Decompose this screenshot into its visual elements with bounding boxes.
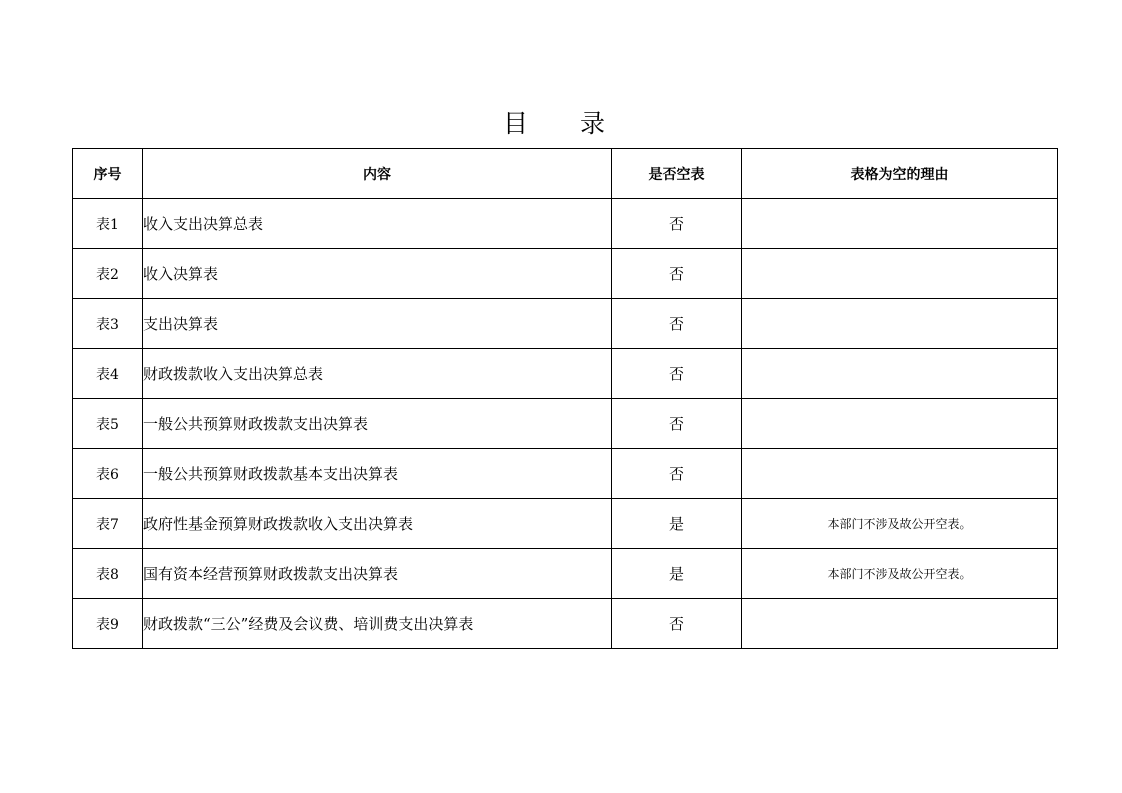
row-content: 政府性基金预算财政拨款收入支出决算表	[143, 499, 612, 549]
row-reason	[742, 449, 1058, 499]
table-row	[73, 349, 1058, 399]
row-num: 表8	[73, 549, 143, 599]
row-content: 收入支出决算总表	[143, 199, 612, 249]
row-reason: 本部门不涉及故公开空表。	[742, 499, 1058, 549]
row-empty: 否	[612, 399, 742, 449]
row-empty: 是	[612, 549, 742, 599]
table-row	[73, 249, 1058, 299]
row-reason: 本部门不涉及故公开空表。	[742, 549, 1058, 599]
row-content: 国有资本经营预算财政拨款支出决算表	[143, 549, 612, 599]
row-content: 一般公共预算财政拨款基本支出决算表	[143, 449, 612, 499]
row-content: 一般公共预算财政拨款支出决算表	[143, 399, 612, 449]
row-num: 表1	[73, 199, 143, 249]
header-content: 内容	[143, 149, 612, 199]
header-reason: 表格为空的理由	[742, 149, 1058, 199]
row-num: 表7	[73, 499, 143, 549]
page-title: 目 录	[503, 109, 627, 138]
table-row	[73, 549, 1058, 599]
header-num: 序号	[73, 149, 143, 199]
row-num: 表5	[73, 399, 143, 449]
row-num: 表3	[73, 299, 143, 349]
row-content: 支出决算表	[143, 299, 612, 349]
toc-table	[72, 148, 1058, 649]
table-row	[73, 399, 1058, 449]
row-empty: 否	[612, 299, 742, 349]
row-reason	[742, 599, 1058, 649]
header-empty: 是否空表	[612, 149, 742, 199]
row-reason	[742, 249, 1058, 299]
row-num: 表9	[73, 599, 143, 649]
row-empty: 否	[612, 249, 742, 299]
row-reason	[742, 399, 1058, 449]
row-reason	[742, 199, 1058, 249]
row-content: 财政拨款“三公”经费及会议费、培训费支出决算表	[143, 599, 612, 649]
table-header-row	[73, 149, 1058, 199]
row-content: 财政拨款收入支出决算总表	[143, 349, 612, 399]
row-num: 表2	[73, 249, 143, 299]
row-num: 表6	[73, 449, 143, 499]
table-row	[73, 299, 1058, 349]
table-row	[73, 449, 1058, 499]
table-row	[73, 199, 1058, 249]
row-empty: 否	[612, 449, 742, 499]
table-row	[73, 499, 1058, 549]
row-num: 表4	[73, 349, 143, 399]
table-row	[73, 599, 1058, 649]
row-empty: 否	[612, 199, 742, 249]
row-empty: 是	[612, 499, 742, 549]
row-empty: 否	[612, 349, 742, 399]
row-content: 收入决算表	[143, 249, 612, 299]
row-empty: 否	[612, 599, 742, 649]
row-reason	[742, 349, 1058, 399]
row-reason	[742, 299, 1058, 349]
